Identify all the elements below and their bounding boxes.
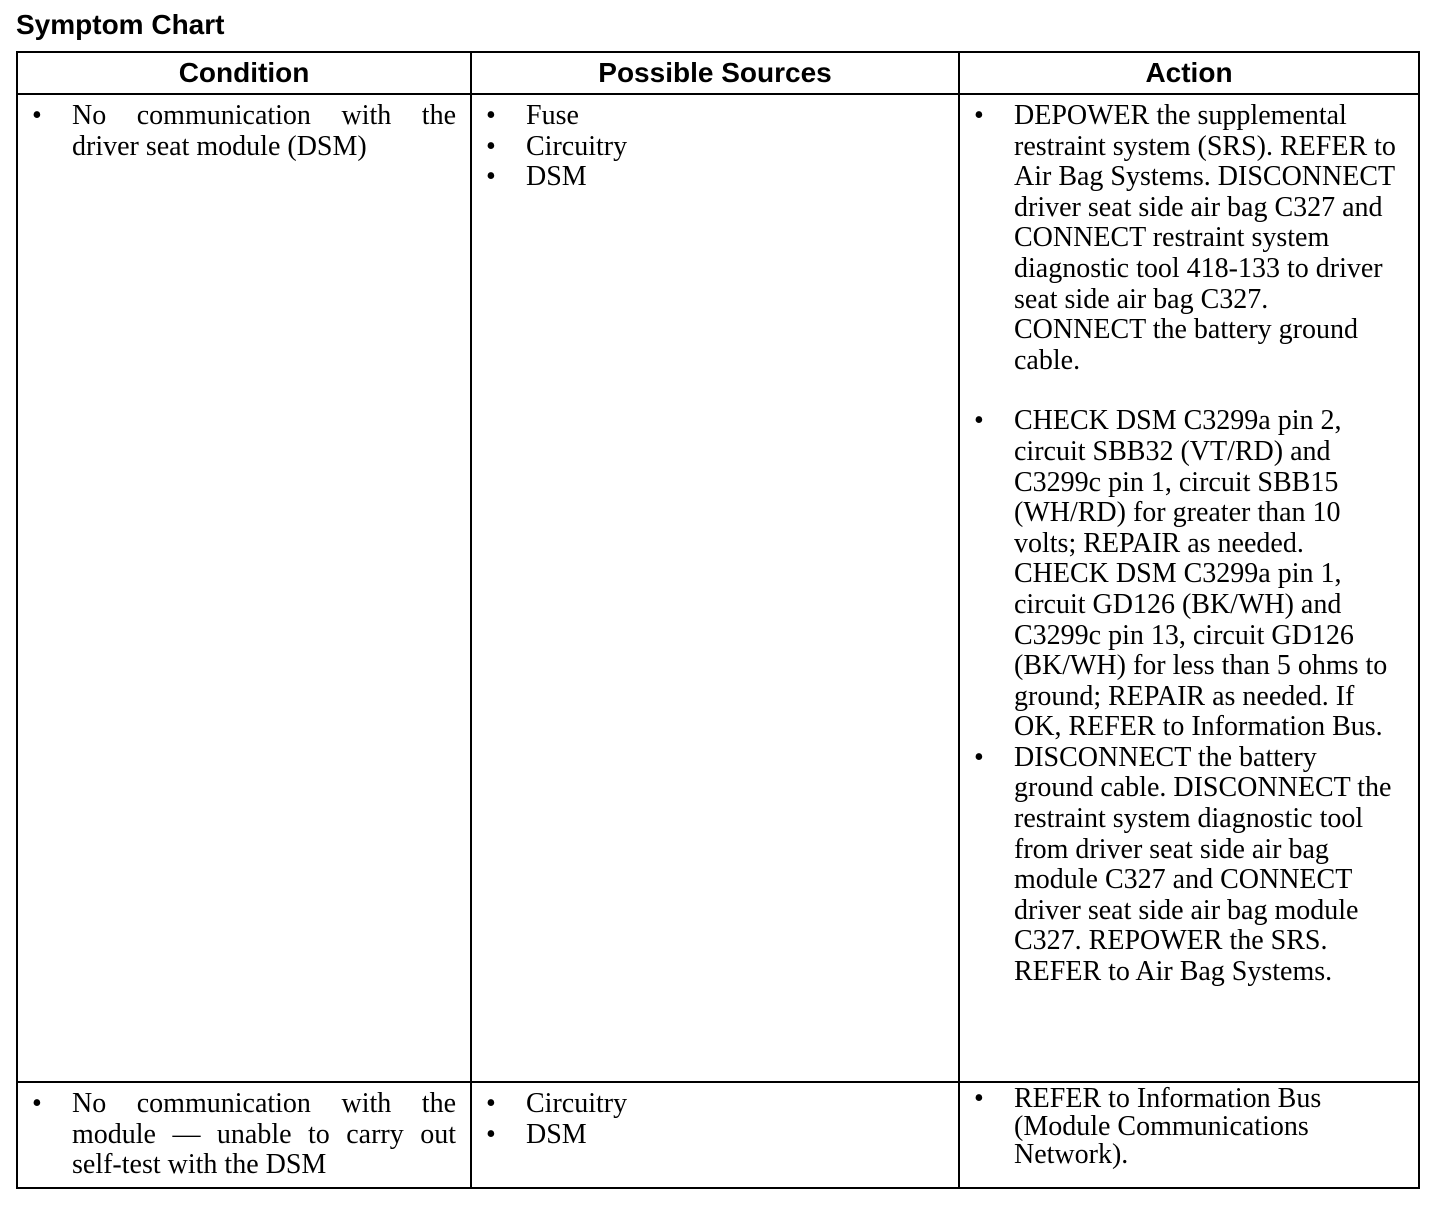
list-item	[472, 162, 952, 193]
table-row	[17, 94, 1419, 1082]
page-title: Symptom Chart	[16, 9, 225, 40]
action-cell	[959, 1082, 1419, 1188]
condition-cell	[17, 94, 471, 1082]
table-row	[17, 1082, 1419, 1188]
action-text: REFER to Information Bus (Module Communications Network).	[1014, 1083, 1322, 1170]
source-text: DSM	[526, 161, 587, 193]
header-condition: Condition	[17, 52, 471, 94]
source-text: DSM	[526, 1118, 587, 1150]
list-item	[18, 1089, 456, 1181]
possible-sources-cell	[471, 1082, 959, 1188]
table-header-row	[17, 52, 1419, 94]
condition-text: No communication with the driver seat module (DSM)	[72, 100, 456, 162]
list-item	[472, 101, 952, 132]
list-item	[472, 1089, 952, 1120]
bullet-icon: •	[32, 1088, 42, 1119]
bullet-icon: •	[974, 100, 984, 131]
condition-cell	[17, 1082, 471, 1188]
action-text: CHECK DSM C3299a pin 2, circuit SBB32 (VT/RD) and C3299c pin 1, circuit SBB15 (WH/RD) for greater than 10 volts; REPAIR as needed. CHECK DSM C3299a pin 1, circuit GD126 (BK/WH) and C3299c pin 13, circuit GD126 (BK/WH) for less than 5 ohms to ground; REPAIR as needed. If OK, REFER to Information Bus.	[1014, 405, 1388, 743]
bullet-icon: •	[974, 741, 984, 773]
bullet-icon: •	[486, 1088, 496, 1119]
source-text: Circuitry	[526, 130, 628, 162]
bullet-icon: •	[486, 1118, 496, 1150]
action-cell	[959, 94, 1419, 1082]
bullet-icon: •	[486, 100, 496, 131]
list-item	[960, 101, 1398, 376]
source-text: Circuitry	[526, 1088, 628, 1119]
header-action: Action	[959, 52, 1419, 94]
bullet-icon: •	[32, 100, 42, 131]
header-possible-sources: Possible Sources	[471, 52, 959, 94]
action-text: DISCONNECT the battery ground cable. DISCONNECT the restraint system diagnostic tool from driver seat side air bag module C327 and CONNECT driver seat side air bag module C327. REPOWER the SRS. REFER to Air Bag Systems.	[1014, 741, 1392, 988]
bullet-icon: •	[974, 405, 984, 437]
list-item	[472, 132, 952, 163]
symptom-chart-table	[16, 51, 1420, 1189]
action-text: DEPOWER the supplemental restraint system (SRS). REFER to Air Bag Systems. DISCONNECT driver seat side air bag C327 and CONNECT restraint system diagnostic tool 418-133 to driver seat side air bag C327. CONNECT the battery ground cable.	[1014, 100, 1396, 376]
source-text: Fuse	[526, 100, 579, 131]
list-item	[960, 1085, 1358, 1169]
possible-sources-cell	[471, 94, 959, 1082]
list-item	[960, 406, 1398, 743]
list-item	[18, 101, 456, 162]
list-item	[960, 743, 1398, 988]
bullet-icon: •	[486, 161, 496, 193]
list-item	[472, 1120, 952, 1151]
condition-text: No communication with the module — unable to carry out self-test with the DSM	[72, 1088, 456, 1181]
bullet-icon: •	[486, 130, 496, 162]
bullet-icon: •	[974, 1083, 984, 1114]
